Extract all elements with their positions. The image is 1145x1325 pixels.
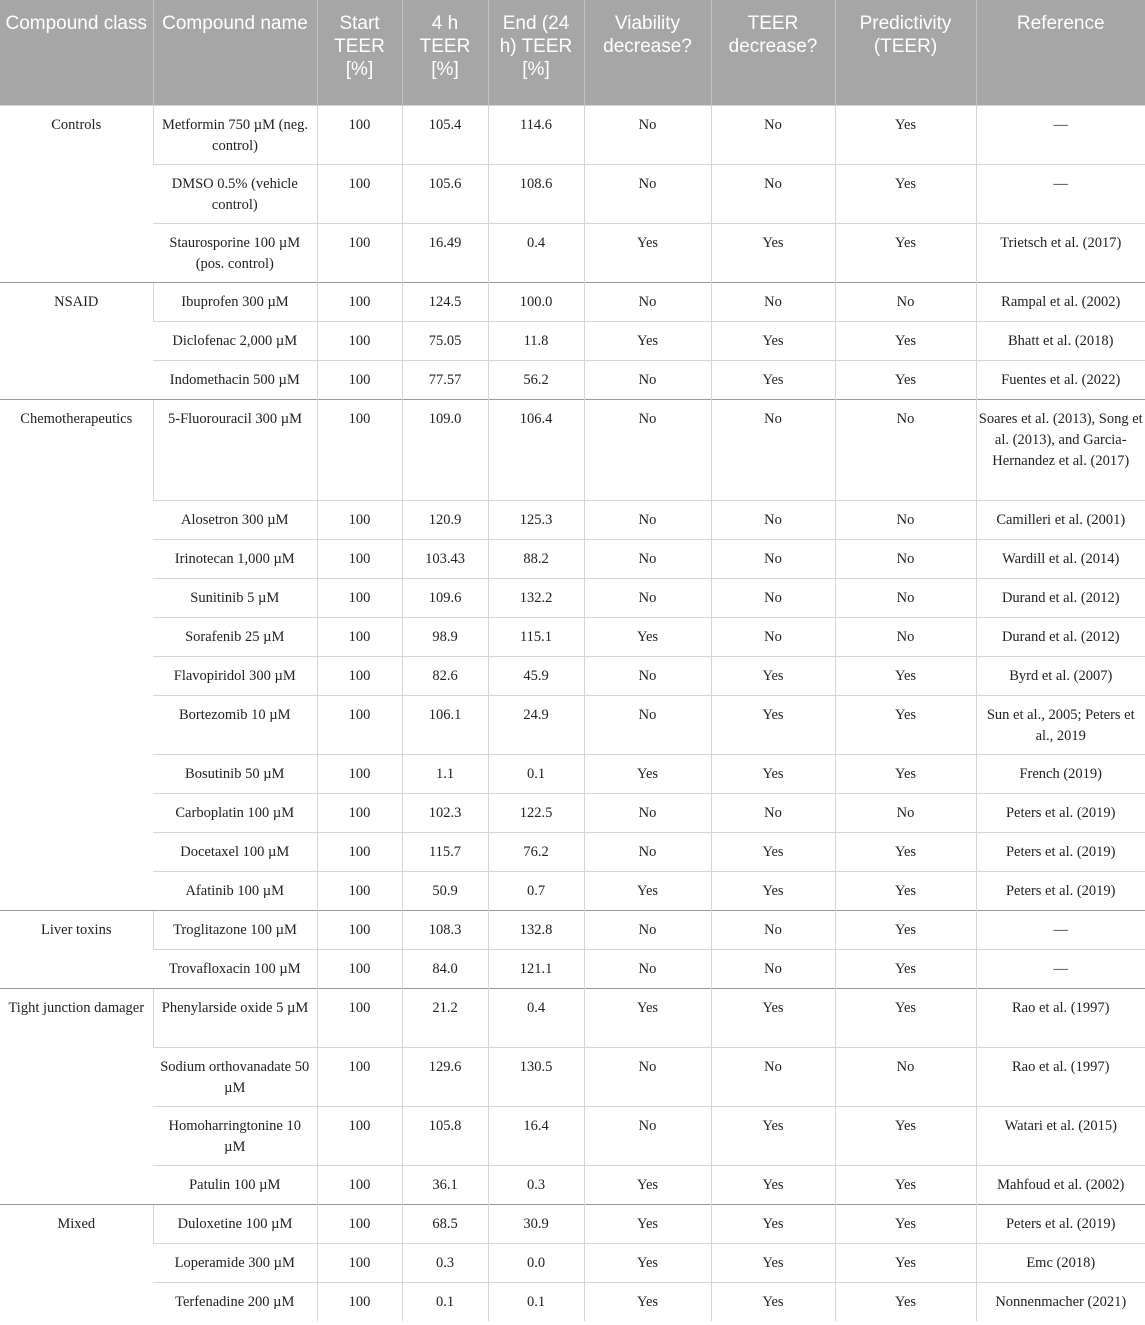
viability-decrease-cell: Yes <box>584 223 711 282</box>
4h-teer-cell: 109.0 <box>402 399 488 500</box>
viability-decrease-cell: No <box>584 360 711 399</box>
teer-decrease-cell: Yes <box>711 695 835 754</box>
predictivity-cell: Yes <box>835 360 976 399</box>
4h-teer-cell: 0.3 <box>402 1243 488 1282</box>
start-teer-cell: 100 <box>317 321 402 360</box>
teer-decrease-cell: No <box>711 949 835 988</box>
teer-decrease-cell: No <box>711 399 835 500</box>
compound-name-cell: Bortezomib 10 µM <box>153 695 317 754</box>
start-teer-cell: 100 <box>317 1282 402 1321</box>
4h-teer-cell: 75.05 <box>402 321 488 360</box>
viability-decrease-cell: No <box>584 910 711 949</box>
end-teer-cell: 106.4 <box>488 399 584 500</box>
start-teer-cell: 100 <box>317 617 402 656</box>
4h-teer-cell: 103.43 <box>402 539 488 578</box>
predictivity-cell: No <box>835 1047 976 1106</box>
reference-cell: Soares et al. (2013), Song et al. (2013), and Garcia-Hernandez et al. (2017) <box>976 399 1145 500</box>
table-row <box>0 754 1145 793</box>
reference-cell: Camilleri et al. (2001) <box>976 500 1145 539</box>
teer-decrease-cell: Yes <box>711 360 835 399</box>
start-teer-cell: 100 <box>317 988 402 1047</box>
start-teer-cell: 100 <box>317 1204 402 1243</box>
compound-name-cell: 5-Fluorouracil 300 µM <box>153 399 317 500</box>
reference-cell: French (2019) <box>976 754 1145 793</box>
predictivity-cell: Yes <box>835 910 976 949</box>
viability-decrease-cell: No <box>584 539 711 578</box>
reference-cell: Sun et al., 2005; Peters et al., 2019 <box>976 695 1145 754</box>
col-header-start-teer: Start TEER [%] <box>317 0 402 105</box>
teer-decrease-cell: Yes <box>711 321 835 360</box>
compound-name-cell: Docetaxel 100 µM <box>153 832 317 871</box>
teer-decrease-cell: Yes <box>711 871 835 910</box>
viability-decrease-cell: No <box>584 793 711 832</box>
compound-name-cell: Patulin 100 µM <box>153 1165 317 1204</box>
predictivity-cell: Yes <box>835 1106 976 1165</box>
table-row <box>0 617 1145 656</box>
compound-class-cell: Liver toxins <box>0 910 153 988</box>
predictivity-cell: No <box>835 539 976 578</box>
viability-decrease-cell: Yes <box>584 321 711 360</box>
teer-decrease-cell: No <box>711 539 835 578</box>
table-header <box>0 0 1145 105</box>
compound-name-cell: Indomethacin 500 µM <box>153 360 317 399</box>
viability-decrease-cell: No <box>584 399 711 500</box>
compound-name-cell: Phenylarside oxide 5 µM <box>153 988 317 1047</box>
viability-decrease-cell: No <box>584 1106 711 1165</box>
teer-decrease-cell: No <box>711 164 835 223</box>
table-row <box>0 1243 1145 1282</box>
table-row <box>0 1165 1145 1204</box>
compound-name-cell: Terfenadine 200 µM <box>153 1282 317 1321</box>
predictivity-cell: Yes <box>835 1282 976 1321</box>
compound-name-cell: Flavopiridol 300 µM <box>153 656 317 695</box>
teer-decrease-cell: Yes <box>711 1165 835 1204</box>
compound-name-cell: Irinotecan 1,000 µM <box>153 539 317 578</box>
4h-teer-cell: 0.1 <box>402 1282 488 1321</box>
start-teer-cell: 100 <box>317 793 402 832</box>
compound-name-cell: Homoharringtonine 10 µM <box>153 1106 317 1165</box>
compound-name-cell: Trovafloxacin 100 µM <box>153 949 317 988</box>
end-teer-cell: 45.9 <box>488 656 584 695</box>
end-teer-cell: 125.3 <box>488 500 584 539</box>
reference-cell: Peters et al. (2019) <box>976 832 1145 871</box>
compound-class-cell: NSAID <box>0 282 153 399</box>
viability-decrease-cell: No <box>584 282 711 321</box>
start-teer-cell: 100 <box>317 105 402 164</box>
teer-decrease-cell: No <box>711 793 835 832</box>
teer-decrease-cell: No <box>711 282 835 321</box>
end-teer-cell: 132.2 <box>488 578 584 617</box>
end-teer-cell: 0.3 <box>488 1165 584 1204</box>
reference-cell: Durand et al. (2012) <box>976 617 1145 656</box>
viability-decrease-cell: Yes <box>584 1204 711 1243</box>
4h-teer-cell: 124.5 <box>402 282 488 321</box>
end-teer-cell: 121.1 <box>488 949 584 988</box>
teer-decrease-cell: No <box>711 578 835 617</box>
viability-decrease-cell: Yes <box>584 617 711 656</box>
reference-cell: Peters et al. (2019) <box>976 1204 1145 1243</box>
4h-teer-cell: 36.1 <box>402 1165 488 1204</box>
start-teer-cell: 100 <box>317 360 402 399</box>
end-teer-cell: 114.6 <box>488 105 584 164</box>
teer-decrease-cell: No <box>711 500 835 539</box>
start-teer-cell: 100 <box>317 871 402 910</box>
compound-class-cell: Tight junction damager <box>0 988 153 1204</box>
table-row <box>0 1106 1145 1165</box>
predictivity-cell: No <box>835 500 976 539</box>
compound-name-cell: Ibuprofen 300 µM <box>153 282 317 321</box>
compound-name-cell: Metformin 750 µM (neg. control) <box>153 105 317 164</box>
teer-decrease-cell: No <box>711 1047 835 1106</box>
end-teer-cell: 0.1 <box>488 1282 584 1321</box>
start-teer-cell: 100 <box>317 1243 402 1282</box>
teer-decrease-cell: No <box>711 617 835 656</box>
viability-decrease-cell: Yes <box>584 1282 711 1321</box>
start-teer-cell: 100 <box>317 578 402 617</box>
table-row <box>0 399 1145 500</box>
start-teer-cell: 100 <box>317 399 402 500</box>
predictivity-cell: No <box>835 617 976 656</box>
start-teer-cell: 100 <box>317 539 402 578</box>
4h-teer-cell: 105.6 <box>402 164 488 223</box>
compound-name-cell: DMSO 0.5% (vehicle control) <box>153 164 317 223</box>
end-teer-cell: 76.2 <box>488 832 584 871</box>
viability-decrease-cell: No <box>584 656 711 695</box>
table-body <box>0 105 1145 1321</box>
compound-class-cell: Mixed <box>0 1204 153 1321</box>
reference-cell: Bhatt et al. (2018) <box>976 321 1145 360</box>
table-row <box>0 360 1145 399</box>
reference-cell: — <box>976 105 1145 164</box>
predictivity-cell: Yes <box>835 1204 976 1243</box>
table-row <box>0 164 1145 223</box>
start-teer-cell: 100 <box>317 656 402 695</box>
reference-cell: Durand et al. (2012) <box>976 578 1145 617</box>
start-teer-cell: 100 <box>317 832 402 871</box>
table-row <box>0 321 1145 360</box>
start-teer-cell: 100 <box>317 500 402 539</box>
teer-decrease-cell: Yes <box>711 1282 835 1321</box>
predictivity-cell: Yes <box>835 1165 976 1204</box>
start-teer-cell: 100 <box>317 910 402 949</box>
reference-cell: Rao et al. (1997) <box>976 1047 1145 1106</box>
start-teer-cell: 100 <box>317 695 402 754</box>
end-teer-cell: 30.9 <box>488 1204 584 1243</box>
predictivity-cell: Yes <box>835 754 976 793</box>
teer-decrease-cell: Yes <box>711 1204 835 1243</box>
4h-teer-cell: 98.9 <box>402 617 488 656</box>
4h-teer-cell: 21.2 <box>402 988 488 1047</box>
viability-decrease-cell: No <box>584 500 711 539</box>
predictivity-cell: Yes <box>835 656 976 695</box>
table-row <box>0 105 1145 164</box>
col-header-viability-decrease: Viability decrease? <box>584 0 711 105</box>
viability-decrease-cell: No <box>584 105 711 164</box>
col-header-compound-class: Compound class <box>0 0 153 105</box>
compound-name-cell: Duloxetine 100 µM <box>153 1204 317 1243</box>
reference-cell: Emc (2018) <box>976 1243 1145 1282</box>
end-teer-cell: 0.1 <box>488 754 584 793</box>
predictivity-cell: Yes <box>835 871 976 910</box>
compound-name-cell: Loperamide 300 µM <box>153 1243 317 1282</box>
4h-teer-cell: 68.5 <box>402 1204 488 1243</box>
end-teer-cell: 100.0 <box>488 282 584 321</box>
predictivity-cell: Yes <box>835 949 976 988</box>
end-teer-cell: 0.4 <box>488 223 584 282</box>
compound-name-cell: Afatinib 100 µM <box>153 871 317 910</box>
reference-cell: Peters et al. (2019) <box>976 871 1145 910</box>
predictivity-cell: Yes <box>835 223 976 282</box>
teer-decrease-cell: Yes <box>711 1106 835 1165</box>
4h-teer-cell: 115.7 <box>402 832 488 871</box>
end-teer-cell: 122.5 <box>488 793 584 832</box>
viability-decrease-cell: No <box>584 164 711 223</box>
predictivity-cell: Yes <box>835 988 976 1047</box>
4h-teer-cell: 1.1 <box>402 754 488 793</box>
compound-name-cell: Staurosporine 100 µM (pos. control) <box>153 223 317 282</box>
reference-cell: Peters et al. (2019) <box>976 793 1145 832</box>
start-teer-cell: 100 <box>317 949 402 988</box>
col-header-teer-decrease: TEER decrease? <box>711 0 835 105</box>
4h-teer-cell: 105.8 <box>402 1106 488 1165</box>
reference-cell: Trietsch et al. (2017) <box>976 223 1145 282</box>
compound-name-cell: Alosetron 300 µM <box>153 500 317 539</box>
end-teer-cell: 115.1 <box>488 617 584 656</box>
table-row <box>0 578 1145 617</box>
reference-cell: Watari et al. (2015) <box>976 1106 1145 1165</box>
compound-name-cell: Diclofenac 2,000 µM <box>153 321 317 360</box>
4h-teer-cell: 84.0 <box>402 949 488 988</box>
start-teer-cell: 100 <box>317 1106 402 1165</box>
reference-cell: Rampal et al. (2002) <box>976 282 1145 321</box>
viability-decrease-cell: Yes <box>584 1243 711 1282</box>
reference-cell: Byrd et al. (2007) <box>976 656 1145 695</box>
predictivity-cell: No <box>835 282 976 321</box>
reference-cell: — <box>976 910 1145 949</box>
reference-cell: Fuentes et al. (2022) <box>976 360 1145 399</box>
end-teer-cell: 108.6 <box>488 164 584 223</box>
end-teer-cell: 11.8 <box>488 321 584 360</box>
col-header-predictivity: Predictivity (TEER) <box>835 0 976 105</box>
table-row <box>0 988 1145 1047</box>
4h-teer-cell: 77.57 <box>402 360 488 399</box>
4h-teer-cell: 50.9 <box>402 871 488 910</box>
end-teer-cell: 0.4 <box>488 988 584 1047</box>
table-row <box>0 1204 1145 1243</box>
4h-teer-cell: 16.49 <box>402 223 488 282</box>
table-row <box>0 282 1145 321</box>
end-teer-cell: 0.7 <box>488 871 584 910</box>
end-teer-cell: 56.2 <box>488 360 584 399</box>
teer-decrease-cell: Yes <box>711 988 835 1047</box>
end-teer-cell: 16.4 <box>488 1106 584 1165</box>
4h-teer-cell: 106.1 <box>402 695 488 754</box>
predictivity-cell: Yes <box>835 1243 976 1282</box>
4h-teer-cell: 129.6 <box>402 1047 488 1106</box>
compound-name-cell: Sorafenib 25 µM <box>153 617 317 656</box>
table-row <box>0 1047 1145 1106</box>
table-row <box>0 695 1145 754</box>
reference-cell: Rao et al. (1997) <box>976 988 1145 1047</box>
predictivity-cell: No <box>835 578 976 617</box>
start-teer-cell: 100 <box>317 1047 402 1106</box>
viability-decrease-cell: Yes <box>584 1165 711 1204</box>
4h-teer-cell: 82.6 <box>402 656 488 695</box>
predictivity-cell: Yes <box>835 164 976 223</box>
compound-class-cell: Chemotherapeutics <box>0 399 153 910</box>
teer-decrease-cell: Yes <box>711 754 835 793</box>
viability-decrease-cell: No <box>584 1047 711 1106</box>
viability-decrease-cell: Yes <box>584 988 711 1047</box>
start-teer-cell: 100 <box>317 223 402 282</box>
start-teer-cell: 100 <box>317 754 402 793</box>
table-row <box>0 656 1145 695</box>
viability-decrease-cell: No <box>584 578 711 617</box>
start-teer-cell: 100 <box>317 164 402 223</box>
end-teer-cell: 88.2 <box>488 539 584 578</box>
predictivity-cell: Yes <box>835 832 976 871</box>
viability-decrease-cell: No <box>584 949 711 988</box>
teer-decrease-cell: Yes <box>711 832 835 871</box>
col-header-compound-name: Compound name <box>153 0 317 105</box>
table-row <box>0 793 1145 832</box>
viability-decrease-cell: Yes <box>584 871 711 910</box>
compound-name-cell: Carboplatin 100 µM <box>153 793 317 832</box>
4h-teer-cell: 108.3 <box>402 910 488 949</box>
table-row <box>0 871 1145 910</box>
viability-decrease-cell: No <box>584 695 711 754</box>
end-teer-cell: 132.8 <box>488 910 584 949</box>
table-row <box>0 832 1145 871</box>
end-teer-cell: 24.9 <box>488 695 584 754</box>
table-row <box>0 949 1145 988</box>
teer-decrease-cell: No <box>711 910 835 949</box>
end-teer-cell: 130.5 <box>488 1047 584 1106</box>
col-header-end-teer: End (24 h) TEER [%] <box>488 0 584 105</box>
teer-decrease-cell: Yes <box>711 656 835 695</box>
col-header-reference: Reference <box>976 0 1145 105</box>
col-header-4h-teer: 4 h TEER [%] <box>402 0 488 105</box>
reference-cell: — <box>976 164 1145 223</box>
4h-teer-cell: 102.3 <box>402 793 488 832</box>
predictivity-cell: Yes <box>835 695 976 754</box>
viability-decrease-cell: No <box>584 832 711 871</box>
table-row <box>0 1282 1145 1321</box>
predictivity-cell: No <box>835 399 976 500</box>
compound-class-cell: Controls <box>0 105 153 282</box>
table-row <box>0 500 1145 539</box>
compound-name-cell: Troglitazone 100 µM <box>153 910 317 949</box>
reference-cell: Nonnenmacher (2021) <box>976 1282 1145 1321</box>
table-row <box>0 223 1145 282</box>
compound-name-cell: Bosutinib 50 µM <box>153 754 317 793</box>
predictivity-cell: Yes <box>835 321 976 360</box>
reference-cell: Wardill et al. (2014) <box>976 539 1145 578</box>
4h-teer-cell: 109.6 <box>402 578 488 617</box>
predictivity-cell: Yes <box>835 105 976 164</box>
compound-name-cell: Sodium orthovanadate 50 µM <box>153 1047 317 1106</box>
start-teer-cell: 100 <box>317 1165 402 1204</box>
teer-decrease-cell: Yes <box>711 1243 835 1282</box>
compound-name-cell: Sunitinib 5 µM <box>153 578 317 617</box>
start-teer-cell: 100 <box>317 282 402 321</box>
table-row <box>0 539 1145 578</box>
teer-decrease-cell: Yes <box>711 223 835 282</box>
end-teer-cell: 0.0 <box>488 1243 584 1282</box>
teer-decrease-cell: No <box>711 105 835 164</box>
predictivity-cell: No <box>835 793 976 832</box>
table-row <box>0 910 1145 949</box>
viability-decrease-cell: Yes <box>584 754 711 793</box>
4h-teer-cell: 120.9 <box>402 500 488 539</box>
4h-teer-cell: 105.4 <box>402 105 488 164</box>
reference-cell: — <box>976 949 1145 988</box>
reference-cell: Mahfoud et al. (2002) <box>976 1165 1145 1204</box>
header-row <box>0 0 1145 105</box>
